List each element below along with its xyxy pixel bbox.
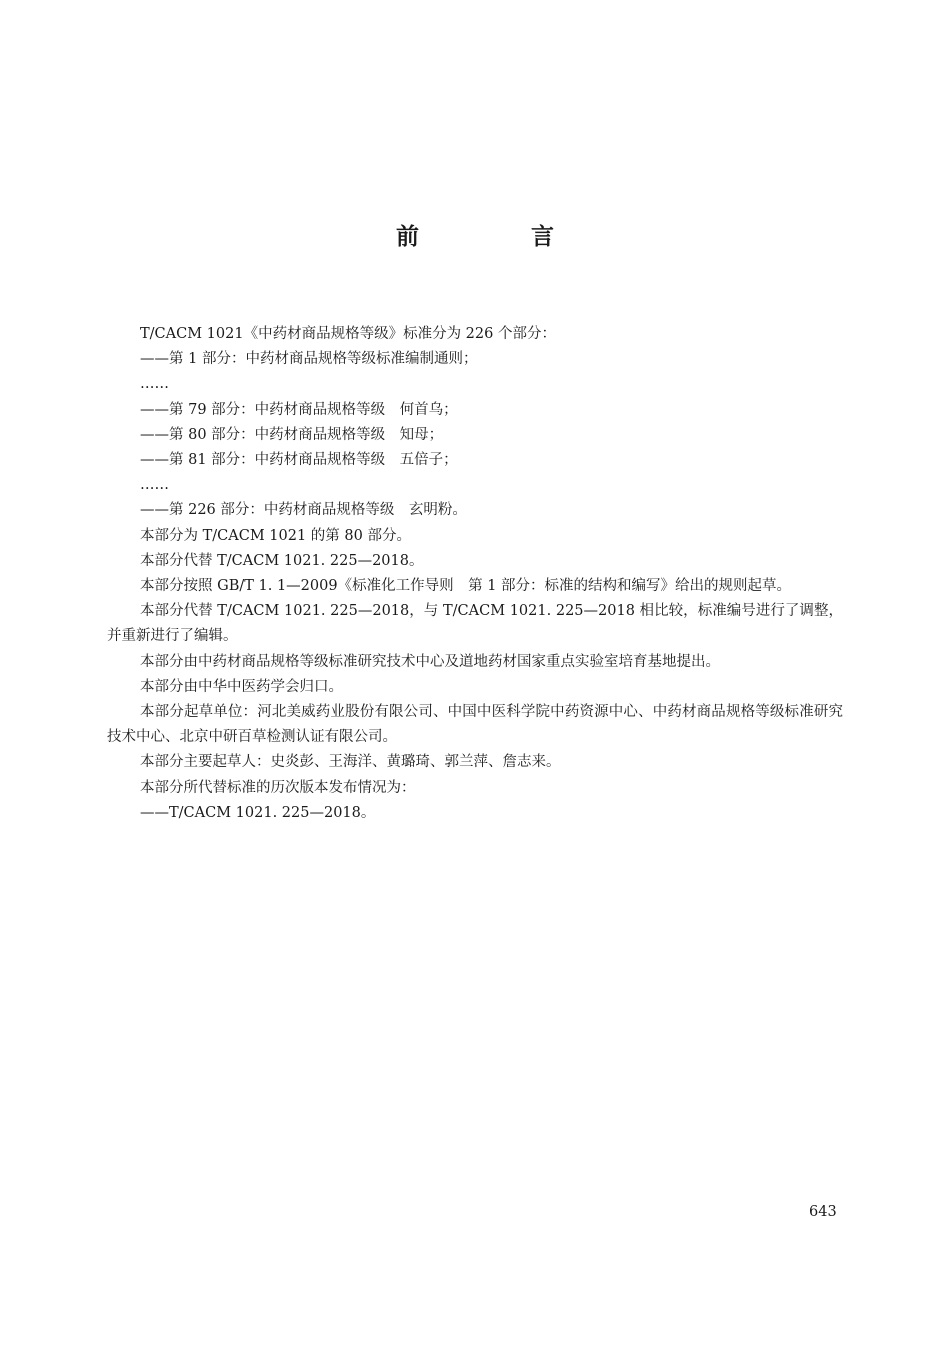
page-title: 前 言 [395, 224, 606, 250]
paragraph: ——第 81 部分：中药材商品规格等级 五倍子； [140, 452, 458, 469]
paragraph: …… [140, 477, 169, 494]
paragraph: ——第 79 部分：中药材商品规格等级 何首乌； [140, 401, 458, 418]
paragraph: ——第 80 部分：中药材商品规格等级 知母； [140, 426, 444, 443]
paragraph: 本部分按照 GB/T 1. 1—2009《标准化工作导则 第 1 部分：标准的结构和编写》给出的规则起草。 [140, 578, 792, 595]
paragraph: 本部分代替 T/CACM 1021. 225—2018，与 T/CACM 1021. 225—2018 相比较，标准编号进行了调整，并重新进行了编辑。 [107, 603, 843, 645]
foreword-body [107, 322, 843, 826]
paragraph: 本部分由中药材商品规格等级标准研究技术中心及道地药材国家重点实验室培育基地提出。 [140, 653, 720, 670]
paragraph: ——T/CACM 1021. 225—2018。 [140, 804, 376, 821]
paragraph: 本部分起草单位：河北美威药业股份有限公司、中国中医科学院中药资源中心、中药材商品规格等级标准研究技术中心、北京中研百草检测认证有限公司。 [107, 704, 843, 746]
paragraph: ——第 226 部分：中药材商品规格等级 玄明粉。 [140, 502, 467, 519]
paragraph: 本部分由中华中医药学会归口。 [140, 678, 343, 695]
paragraph: …… [140, 376, 169, 393]
paragraph: 本部分主要起草人：史炎彭、王海洋、黄璐琦、郭兰萍、詹志来。 [140, 754, 561, 771]
paragraph: 本部分为 T/CACM 1021 的第 80 部分。 [140, 527, 411, 544]
paragraph: T/CACM 1021《中药材商品规格等级》标准分为 226 个部分： [140, 326, 556, 342]
paragraph: 本部分代替 T/CACM 1021. 225—2018。 [140, 552, 424, 569]
paragraph: 本部分所代替标准的历次版本发布情况为： [140, 779, 416, 796]
paragraph: ——第 1 部分：中药材商品规格等级标准编制通则； [140, 351, 478, 368]
page-number: 643 [809, 1204, 837, 1220]
